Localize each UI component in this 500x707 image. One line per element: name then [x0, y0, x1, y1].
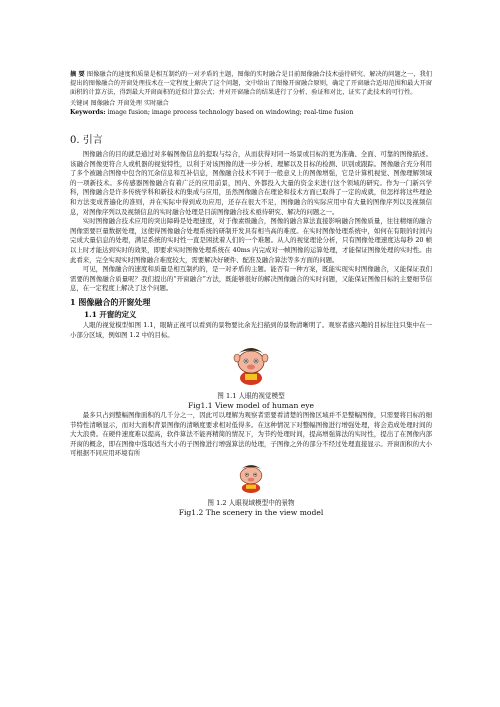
keywords-en-text: image fusion; image process technology based on windowing; real-time fusion	[107, 109, 354, 116]
mascot-figure-image	[231, 344, 271, 386]
keywords-cn	[70, 99, 432, 108]
keywords-en-label: Keywords:	[70, 109, 106, 116]
intro-paragraph-2: 实时图像融合技术应用的突出障碍是处理速度，对于像素级融合，图像的融合算法直接影响融合图像质量，往往精细的融合图像需要巨量数据处理，这使得图像融合处理系统的研制开发具有相当高的难度。在实时图像处理系统中，如何在有限的时间内完成大量信息的处理，满足系统的实时性一直是困扰着人们的一个难题。从人的视觉理论分析，只有图像处理速度达每秒 20 帧以上时才能达到实时的效果，即要求实时图像处理系统在 40ms 内完成对一帧图像的运算处理，才能保证图像处理的实时性。由此看来，完全实现实时图像融合难度较大，需要解决好硬件、配准及融合算法等多方面的问题。	[70, 217, 432, 264]
paper-page	[70, 70, 432, 518]
keywords-text: 图像融合 开窗处理 实时融合	[90, 100, 169, 107]
section-1-1-heading: 1.1 开窗的定义	[84, 309, 137, 319]
figure-1-2-caption-en: Fig1.2 The scenery in the view model	[178, 508, 324, 518]
abstract-label: 摘 要	[70, 71, 85, 78]
keywords-en	[70, 108, 432, 117]
abstract	[70, 70, 432, 97]
intro-heading: 0. 引言	[70, 135, 103, 146]
section-1-1-paragraph-1: 人眼的视觉模型如图 1.1，眼睛正视可以看到的景物要比余光扫描到的景物清晰明了。观察者感兴趣的目标往往只集中在一小部分区域，例如图 1.2 中的目标。	[70, 320, 432, 339]
section-1-heading: 1 图像融合的开窗处理	[70, 296, 151, 307]
mascot-figure-image	[234, 463, 268, 493]
intro-paragraph-1: 图像融合的目的就是通过对多幅图像信息的提取与综合，从而获得对同一场景或目标的更为准确、全面、可靠的图像描述。该融合图像更符合人或机器的视觉特性，以利于对该图像的进一步分析、理解以及目标的检测、识别或跟踪。图像融合充分利用了多个被融合图像中包含的冗余信息和互补信息，图像融合技术不同于一般意义上的图像增强，它是计算机视觉、图像理解领域的一项新技术。多传感器图像融合有着广泛的应用前景，国内、外都投入大量的资金来进行这个领域的研究。作为一门新兴学科，图像融合是许多传统学科和新技术的集成与应用，虽然图像融合在理论和技术方面已取得了一定的成就，但怎样将这些理论和方法变成普遍化的准则，并在实际中得到成功应用，还存在很大不足，图像融合的实际应用中有大量的图像序列以及视频信息，对图像序列以及视频信息的实时融合处理是目前图像融合技术亟待研究、解决的问题之一。	[70, 150, 432, 216]
intro-paragraph-3: 可见，图像融合的速度和质量是相互制约的，是一对矛盾的主题。能否有一种方案，既能实现实时图像融合，又能保证我们需要的图像融合质量呢？我们提出的“开窗融合”方法，既能够很好的解决图像融合的实时问题，又能保证图像目标的主要细节信息，在一定程度上解决了这个问题。	[70, 265, 432, 293]
section-1-1-paragraph-2: 最多只占到整幅图像面积的几千分之一，因此可以理解为观察者需要看清楚的图像区域并不是整幅图像，只需要将目标的细节特性清晰显示，而对大面积背景图像的清晰度要求相对低得多。在这种情况下对整幅图像进行增强处理，将会造成处理时间的大大浪费。在硬件速度难以提高，软件算法不能再精简的情况下，为节约处理时间，提高增强算法的实时性，提出了在图像内部开窗的概念，即在图像中选取适当大小的子图像进行增强算法的处理，子图像之外的部分不经过处理直接显示。开窗面积的大小可根据不同应用环境有所	[70, 411, 432, 458]
figure-1-1-caption-cn: 图 1.1 人眼的视觉模型	[217, 392, 285, 401]
figure-1-2	[70, 463, 432, 497]
abstract-text: 图像融合的速度和质量是相互制约的一对矛盾的主题，图像的实时融合是目前图像融合技术亟待研究、解决的问题之一，我们提出的图像融合的开窗处理技术在一定程度上解决了这个问题，文中给出了图像开窗融合原则，确定了开窗融合适用范围和最大开窗面积的计算方法，得到最大开窗面积的近似计算公式；并对开窗融合的结果进行了分析、验证和对比，证实了此技术的可行性。	[70, 71, 433, 96]
figure-1-2-caption-cn: 图 1.2 人眼视域模型中的景物	[207, 499, 295, 508]
figure-1-1-caption-en: Fig1.1 View model of human eye	[187, 401, 315, 411]
keywords-label: 关键词	[70, 100, 89, 107]
figure-1-1	[70, 344, 432, 390]
